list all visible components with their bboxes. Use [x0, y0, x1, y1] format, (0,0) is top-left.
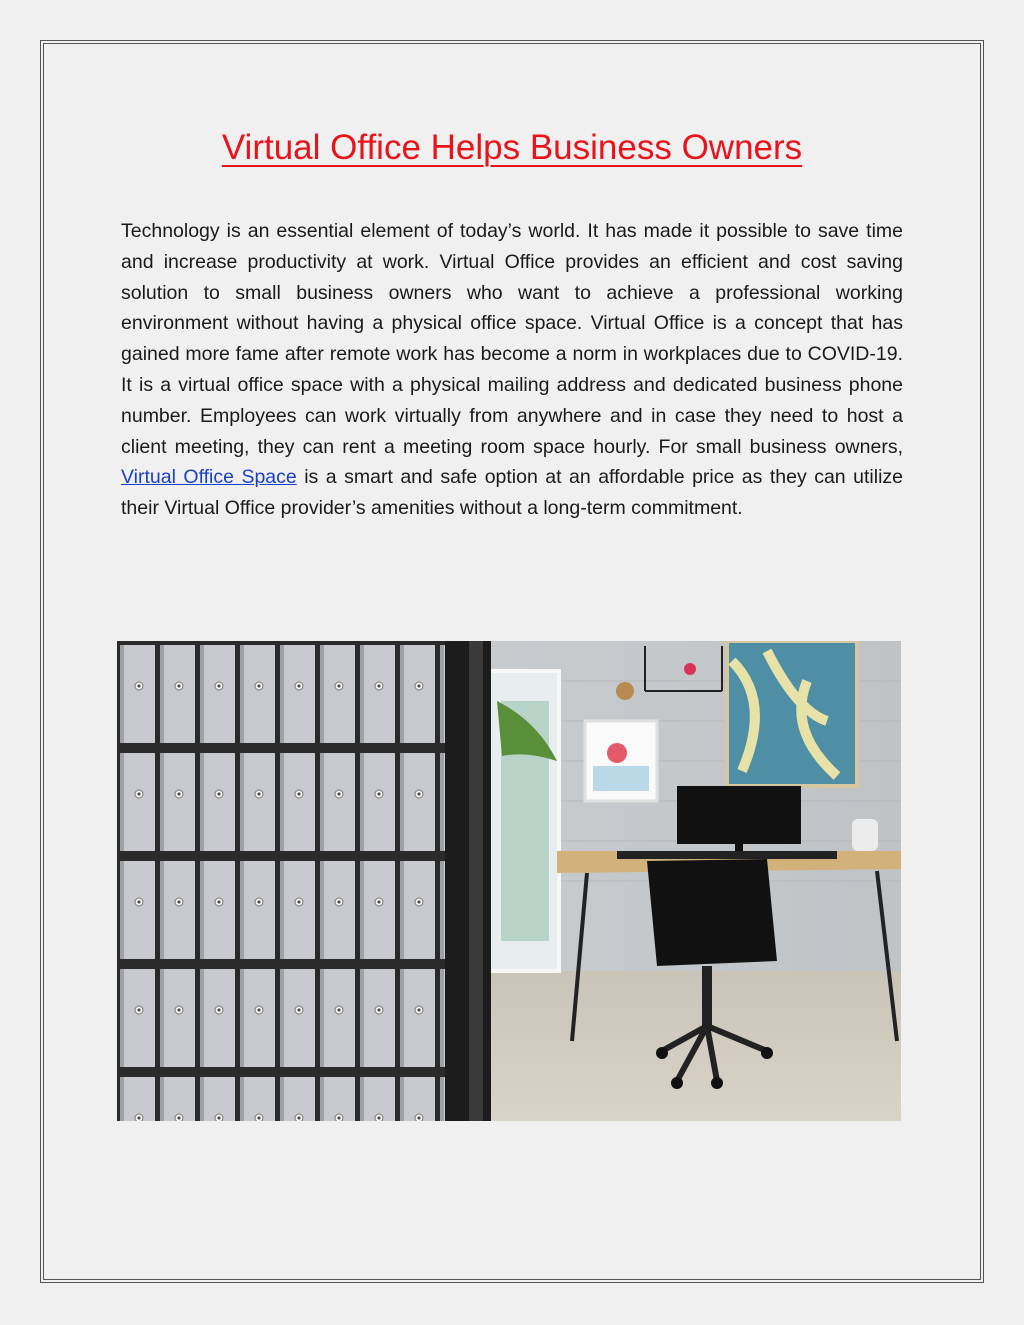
body-paragraph	[121, 216, 903, 524]
office-photo	[117, 641, 901, 1121]
paragraph-text-after-link: is a smart and safe option at an affordable price as they can utilize their Virtual Office provider’s amenities without a long-term commitment.	[121, 466, 903, 520]
document-title: Virtual Office Helps Business Owners	[221, 128, 803, 167]
paragraph-text-before-link: Technology is an essential element of today’s world. It has made it possible to save time and increase productivity at work. Virtual Office provides an efficient and cost saving solution to small business owners who want to achieve a professional working environment without having a physical office space. Virtual Office is a concept that has gained more fame after remote work has become a norm in workplaces due to COVID-19. It is a virtual office space with a physical mailing address and dedicated business phone number. Employees can work virtually from anywhere and in case they need to host a client meeting, they can rent a meeting room space hourly. For small business owners,	[121, 220, 903, 458]
virtual-office-space-link[interactable]: Virtual Office Space	[121, 466, 297, 489]
